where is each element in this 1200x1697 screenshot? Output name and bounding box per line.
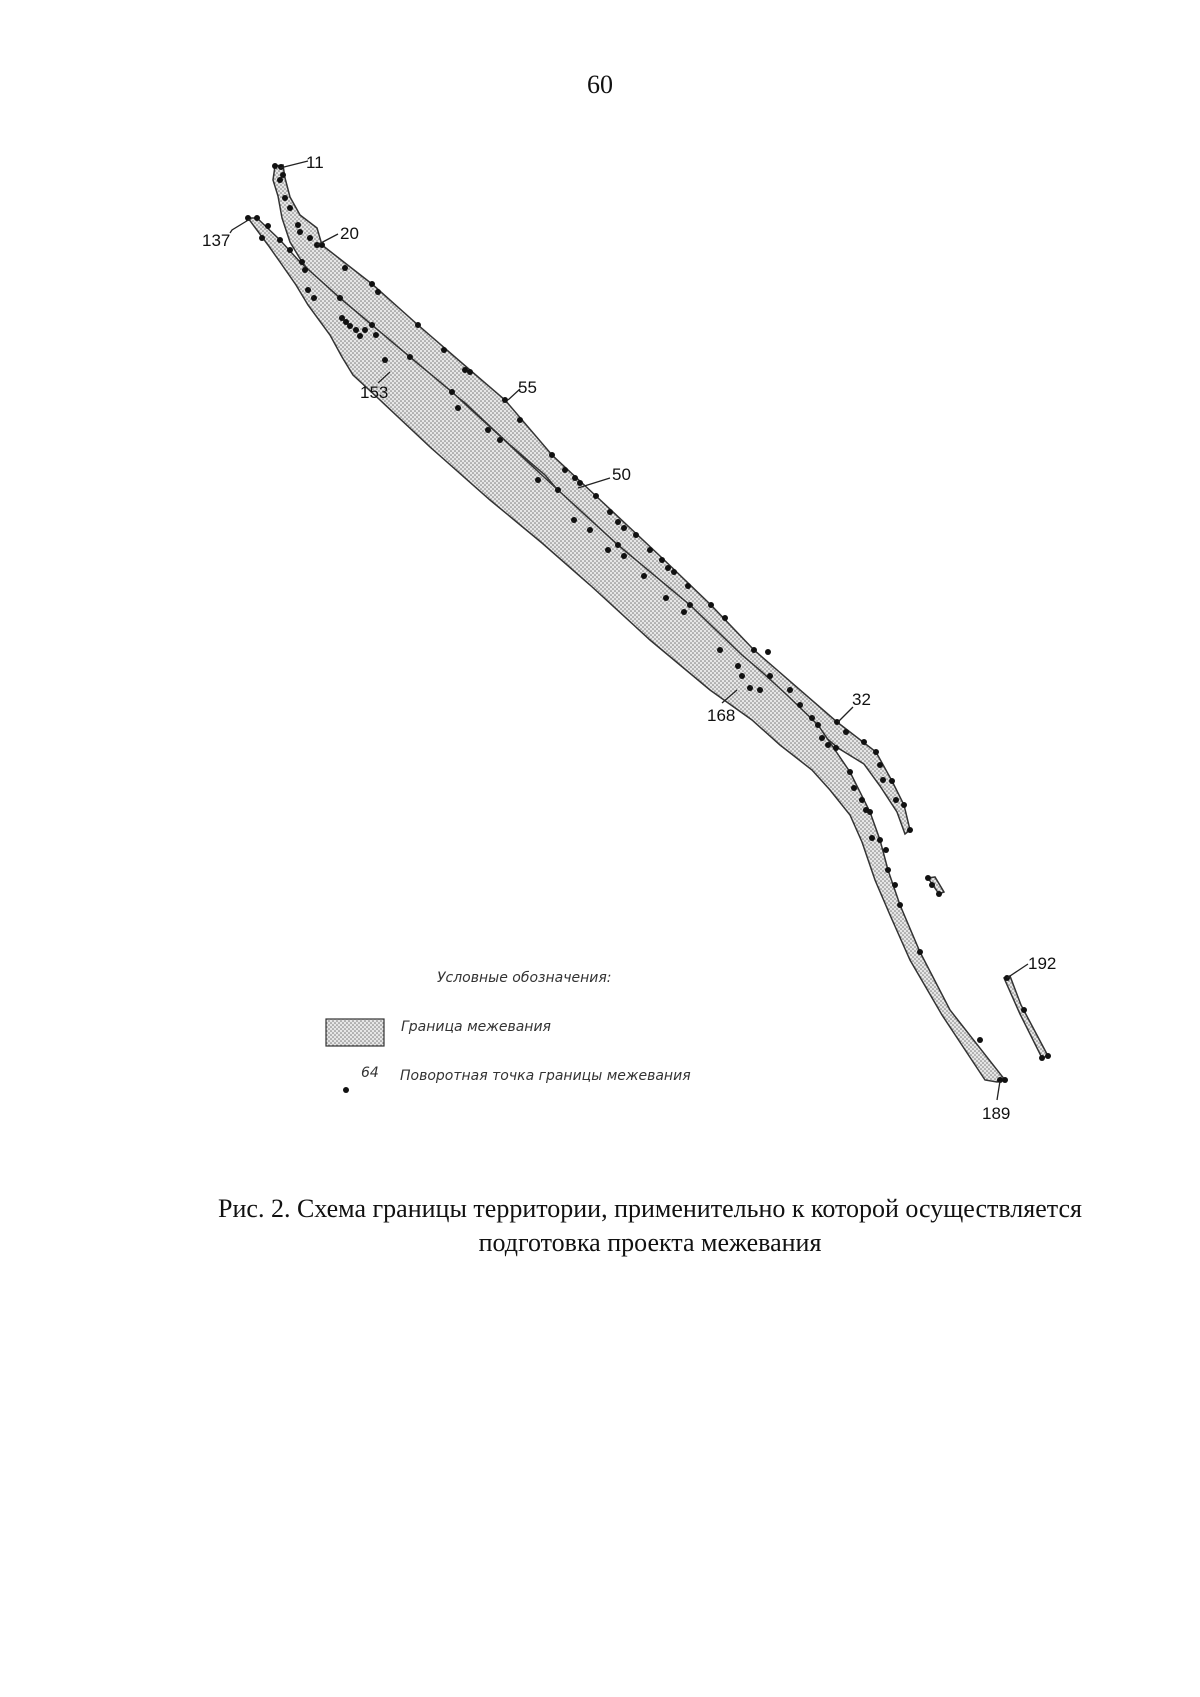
turning-point	[917, 949, 923, 955]
turning-point	[305, 287, 311, 293]
turning-point	[357, 333, 363, 339]
caption-line-2: подготовка проекта межевания	[478, 1228, 822, 1257]
turning-point	[797, 702, 803, 708]
point-label-168: 168	[707, 706, 736, 725]
legend-point-marker	[343, 1087, 349, 1093]
turning-point	[362, 327, 368, 333]
turning-point	[757, 687, 763, 693]
figure-caption	[100, 1192, 1200, 1260]
turning-point	[633, 532, 639, 538]
turning-point	[809, 715, 815, 721]
turning-point	[593, 493, 599, 499]
turning-point	[1002, 1077, 1008, 1083]
boundary-piece-192	[1004, 976, 1048, 1058]
turning-point	[659, 557, 665, 563]
turning-point	[605, 547, 611, 553]
point-label-137: 137	[202, 231, 231, 250]
turning-point	[877, 762, 883, 768]
turning-point	[869, 835, 875, 841]
turning-point	[663, 595, 669, 601]
turning-point	[337, 295, 343, 301]
turning-point	[277, 177, 283, 183]
turning-point	[843, 729, 849, 735]
turning-point	[883, 847, 889, 853]
turning-point	[977, 1037, 983, 1043]
turning-point	[265, 223, 271, 229]
legend-point-number: 64	[361, 1065, 379, 1081]
turning-point	[739, 673, 745, 679]
turning-point	[681, 609, 687, 615]
turning-point	[369, 281, 375, 287]
turning-point	[572, 475, 578, 481]
turning-point	[671, 569, 677, 575]
turning-point	[607, 509, 613, 515]
turning-point	[892, 882, 898, 888]
caption-line-1: Рис. 2. Схема границы территории, применительно к которой осуществляется	[218, 1194, 1082, 1223]
turning-point	[307, 235, 313, 241]
legend	[326, 970, 691, 1093]
turning-point	[455, 405, 461, 411]
turning-point	[851, 785, 857, 791]
turning-point	[517, 417, 523, 423]
turning-point	[555, 487, 561, 493]
turning-point	[587, 527, 593, 533]
turning-point	[485, 427, 491, 433]
turning-point	[282, 195, 288, 201]
turning-point	[467, 369, 473, 375]
turning-point	[687, 602, 693, 608]
turning-point	[708, 602, 714, 608]
turning-point	[815, 722, 821, 728]
boundary-strip-lower	[248, 218, 1005, 1082]
turning-point	[685, 583, 691, 589]
turning-point	[787, 687, 793, 693]
turning-point	[562, 467, 568, 473]
legend-boundary-swatch	[326, 1019, 384, 1046]
point-label-55: 55	[518, 378, 537, 397]
point-label-50: 50	[612, 465, 631, 484]
point-label-32: 32	[852, 690, 871, 709]
turning-point	[297, 229, 303, 235]
turning-point	[747, 685, 753, 691]
turning-point	[861, 739, 867, 745]
turning-point	[1045, 1053, 1051, 1059]
turning-point	[342, 265, 348, 271]
turning-point	[287, 247, 293, 253]
turning-point	[272, 163, 278, 169]
turning-point	[847, 769, 853, 775]
turning-point	[302, 267, 308, 273]
turning-point	[833, 745, 839, 751]
turning-point	[936, 891, 942, 897]
turning-point	[295, 222, 301, 228]
turning-point	[577, 480, 583, 486]
point-label-20: 20	[340, 224, 359, 243]
turning-point	[1039, 1055, 1045, 1061]
turning-point	[929, 882, 935, 888]
point-label-153: 153	[360, 383, 389, 402]
turning-point	[415, 322, 421, 328]
turning-point	[647, 547, 653, 553]
turning-point	[375, 289, 381, 295]
turning-point	[449, 389, 455, 395]
turning-point	[859, 797, 865, 803]
turning-point	[535, 477, 541, 483]
turning-point	[880, 777, 886, 783]
page-number: 60	[587, 70, 613, 99]
legend-boundary-label: Граница межевания	[401, 1019, 551, 1035]
turning-point	[259, 235, 265, 241]
turning-point	[717, 647, 723, 653]
turning-point	[825, 742, 831, 748]
turning-point	[877, 837, 883, 843]
turning-point	[373, 332, 379, 338]
turning-point	[873, 749, 879, 755]
turning-point	[299, 259, 305, 265]
turning-point	[254, 215, 260, 221]
turning-point	[907, 827, 913, 833]
turning-point	[280, 172, 286, 178]
turning-point	[407, 354, 413, 360]
turning-point	[382, 357, 388, 363]
turning-point	[311, 295, 317, 301]
legend-point-label: Поворотная точка границы межевания	[400, 1068, 691, 1084]
turning-point	[767, 673, 773, 679]
turning-point	[287, 205, 293, 211]
turning-point	[765, 649, 771, 655]
turning-point	[665, 565, 671, 571]
turning-point	[641, 573, 647, 579]
turning-point	[347, 323, 353, 329]
turning-point	[893, 797, 899, 803]
turning-point	[834, 719, 840, 725]
point-label-189: 189	[982, 1104, 1011, 1123]
turning-point	[441, 347, 447, 353]
turning-point	[497, 437, 503, 443]
turning-point	[901, 802, 907, 808]
legend-title: Условные обозначения:	[437, 970, 612, 986]
point-label-11: 11	[306, 153, 324, 172]
turning-point	[369, 322, 375, 328]
point-label-192: 192	[1028, 954, 1057, 973]
turning-point	[549, 452, 555, 458]
turning-point	[889, 778, 895, 784]
turning-point	[502, 397, 508, 403]
turning-point	[277, 237, 283, 243]
turning-point	[621, 525, 627, 531]
turning-point	[897, 902, 903, 908]
turning-point	[621, 553, 627, 559]
turning-point	[819, 735, 825, 741]
turning-point	[867, 809, 873, 815]
turning-point	[615, 519, 621, 525]
turning-point	[735, 663, 741, 669]
turning-point	[1021, 1007, 1027, 1013]
turning-point	[571, 517, 577, 523]
turning-point	[885, 867, 891, 873]
turning-point	[751, 647, 757, 653]
turning-point	[925, 875, 931, 881]
turning-point	[615, 542, 621, 548]
turning-point	[353, 327, 359, 333]
turning-point	[722, 615, 728, 621]
